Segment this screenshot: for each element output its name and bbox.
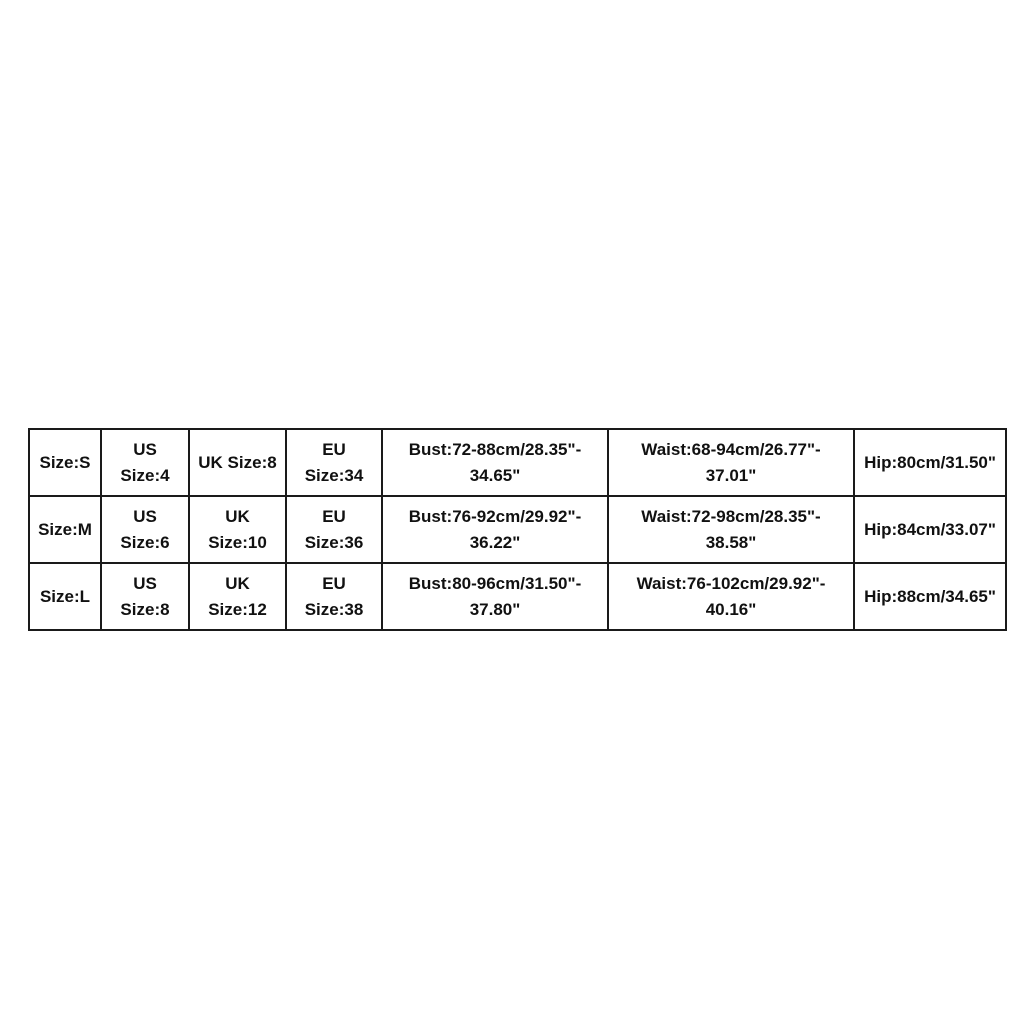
size-cell: Size:S	[29, 429, 101, 496]
us-size-cell: US Size:4	[101, 429, 189, 496]
waist-cell: Waist:76-102cm/29.92"- 40.16"	[608, 563, 854, 630]
bust-cell: Bust:76-92cm/29.92"- 36.22"	[382, 496, 608, 563]
table-row	[29, 563, 1006, 630]
eu-size-cell: EU Size:36	[286, 496, 382, 563]
size-cell: Size:L	[29, 563, 101, 630]
bust-cell: Bust:72-88cm/28.35"- 34.65"	[382, 429, 608, 496]
hip-cell: Hip:80cm/31.50"	[854, 429, 1006, 496]
uk-size-cell: UK Size:10	[189, 496, 286, 563]
uk-size-cell: UK Size:8	[189, 429, 286, 496]
table-row	[29, 429, 1006, 496]
waist-cell: Waist:72-98cm/28.35"- 38.58"	[608, 496, 854, 563]
table-row	[29, 496, 1006, 563]
bust-cell: Bust:80-96cm/31.50"- 37.80"	[382, 563, 608, 630]
waist-cell: Waist:68-94cm/26.77"- 37.01"	[608, 429, 854, 496]
size-chart-table	[28, 428, 1007, 631]
hip-cell: Hip:88cm/34.65"	[854, 563, 1006, 630]
size-cell: Size:M	[29, 496, 101, 563]
us-size-cell: US Size:8	[101, 563, 189, 630]
uk-size-cell: UK Size:12	[189, 563, 286, 630]
eu-size-cell: EU Size:38	[286, 563, 382, 630]
hip-cell: Hip:84cm/33.07"	[854, 496, 1006, 563]
eu-size-cell: EU Size:34	[286, 429, 382, 496]
us-size-cell: US Size:6	[101, 496, 189, 563]
